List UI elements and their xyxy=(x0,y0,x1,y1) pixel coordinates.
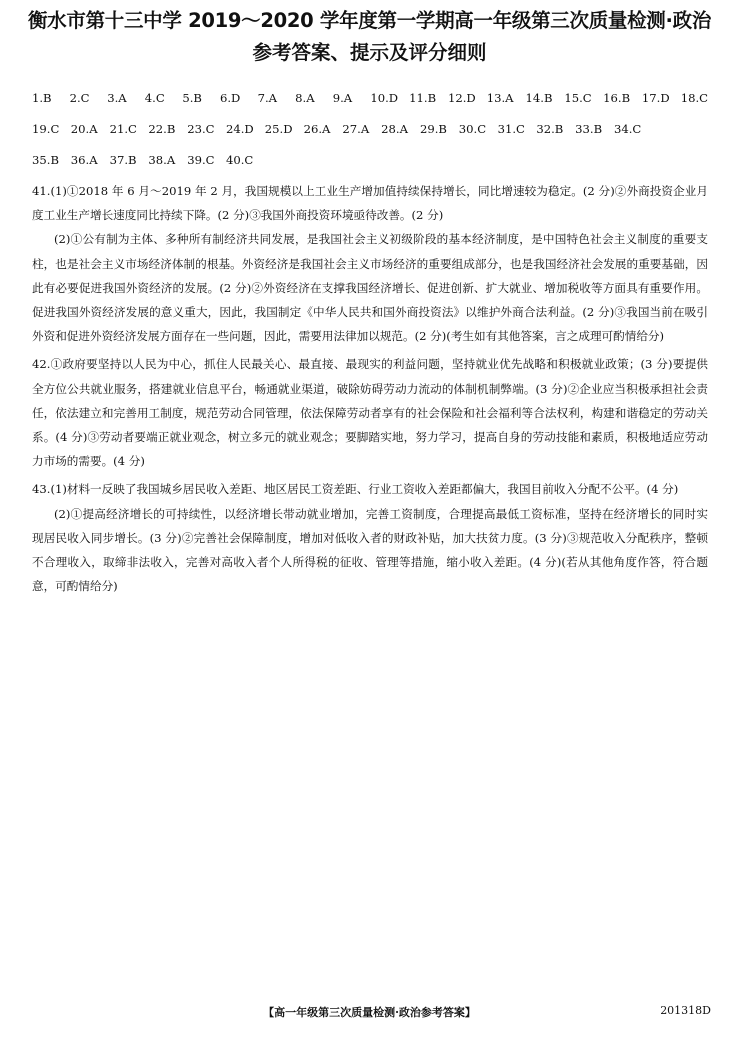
answer-item: 37.B xyxy=(109,153,137,167)
answer-item: 39.C xyxy=(187,153,215,167)
answer-item: 14.B xyxy=(525,91,553,105)
answer-item: 21.C xyxy=(109,122,137,136)
answer-item: 8.A xyxy=(295,91,315,105)
answer-item: 19.C xyxy=(32,122,60,136)
q41-part2: (2)①公有制为主体、多种所有制经济共同发展，是我国社会主义初级阶段的基本经济制度，是中国特色社会主义制度的重要支柱，也是社会主义市场经济体制的根基。外资经济是我国社会主义市场经济的重要组成部分，也是我国经济社会发展的重要基础，因此有必要促进我国外资经济的发展。(2 分)②外资经济在支撑我国经济增长、促进创新、扩大就业、增加税收等方面具有重要作用。促进我国外资经济发展的意义重大，因此，我国制定《中华人民共和国外商投资法》以维护外商合法利益。(2 分)③我国当前在吸引外资和促进外资经济发展方面存在一些问题，因此，需要用法律加以规范。(2 分)(考生如有其他答案，言之成理可酌情给分) xyxy=(32,232,708,344)
answer-item: 35.B xyxy=(32,153,59,167)
q42-answer: 42.①政府要坚持以人民为中心，抓住人民最关心、最直接、最现实的利益问题，坚持就业优先战略和积极就业政策；(3 分)要提供全方位公共就业服务，搭建就业信息平台，畅通就业渠道，破除妨碍劳动力流动的体制机制弊端。(3 分)②企业应当积极承担社会责任，依法建立和完善用工制度，规范劳动合同管理，依法保障劳动者享有的社会保险和社会福利等合法权利，构建和谐稳定的劳动关系。(4 分)③劳动者要端正就业观念，树立多元的就业观念；要脚踏实地，努力学习，提高自身的劳动技能和素质，积极地适应劳动力市场的需要。(4 分) xyxy=(32,357,708,469)
answer-item: 1.B xyxy=(32,91,52,105)
answer-item: 33.B xyxy=(575,122,603,136)
answer-item: 9.A xyxy=(332,91,353,105)
answer-item: 38.A xyxy=(148,153,176,167)
q43-part2: (2)①提高经济增长的可持续性，以经济增长带动就业增加，完善工资制度，合理提高最低工资标准，坚持在经济增长的同时实现居民收入同步增长。(3 分)②完善社会保障制度，增加对低收入者的财政补贴，加大扶贫力度。(3 分)③规范收入分配秩序，整顿不合理收入，取缔非法收入，完善对高收入者个人所得税的征收、管理等措施，缩小收入差距。(4 分)(若从其他角度作答，符合题意，可酌情给分) xyxy=(32,506,708,594)
answer-item: 27.A xyxy=(342,122,370,136)
q43-part1: 43.(1)材料一反映了我国城乡居民收入差距、地区居民工资差距、行业工资收入差距都偏大，我国目前收入分配不公平。(4 分) xyxy=(32,482,679,497)
answer-item: 34.C xyxy=(613,122,642,136)
answer-item: 7.A xyxy=(257,91,277,105)
page-subtitle: 参考答案、提示及评分细则 xyxy=(252,41,487,64)
footer-label: 【高一年级第三次质量检测·政治参考答案】 xyxy=(263,1006,476,1019)
answer-content xyxy=(32,86,708,598)
answer-item: 22.B xyxy=(148,122,176,136)
multiple-choice-answers xyxy=(32,86,708,179)
answer-item: 5.B xyxy=(182,91,202,105)
answer-item: 11.B xyxy=(409,91,437,105)
answer-item: 18.C xyxy=(680,91,709,105)
answer-item: 6.D xyxy=(219,91,241,105)
answer-item: 24.D xyxy=(225,122,254,136)
answer-item: 29.B xyxy=(419,122,447,136)
answer-item: 3.A xyxy=(107,91,127,105)
answer-item: 2.C xyxy=(69,91,90,105)
answer-item: 16.B xyxy=(603,91,631,105)
answer-item: 12.D xyxy=(447,91,476,105)
answer-row xyxy=(32,117,708,148)
answer-row xyxy=(32,148,708,179)
answer-item: 30.C xyxy=(458,122,487,136)
answer-item: 10.D xyxy=(370,91,399,105)
answer-item: 20.A xyxy=(70,122,98,136)
answer-item: 26.A xyxy=(303,122,331,136)
answer-item: 36.A xyxy=(70,153,98,167)
answer-item: 40.C xyxy=(225,153,254,167)
answer-item: 28.A xyxy=(381,122,408,136)
page-title: 衡水市第十三中学 2019～2020 学年度第一学期高一年级第三次质量检测·政治 xyxy=(27,9,712,32)
answer-item: 13.A xyxy=(486,91,514,105)
answer-item: 4.C xyxy=(144,91,165,105)
answer-item: 15.C xyxy=(564,91,592,105)
answer-row xyxy=(32,86,708,117)
answer-item: 31.C xyxy=(497,122,525,136)
answer-item: 23.C xyxy=(187,122,215,136)
answer-item: 17.D xyxy=(641,91,670,105)
q41-part1: 41.(1)①2018 年 6 月～2019 年 2 月，我国规模以上工业生产增加值持续保持增长，同比增速较为稳定。(2 分)②外商投资企业月度工业生产增长速度同比持续下降。(2 分)③我国外商投资环境亟待改善。(2 分) xyxy=(32,184,708,223)
answer-item: 25.D xyxy=(264,122,293,136)
answer-item: 32.B xyxy=(536,122,564,136)
footer-code: 201318D xyxy=(660,1004,711,1017)
